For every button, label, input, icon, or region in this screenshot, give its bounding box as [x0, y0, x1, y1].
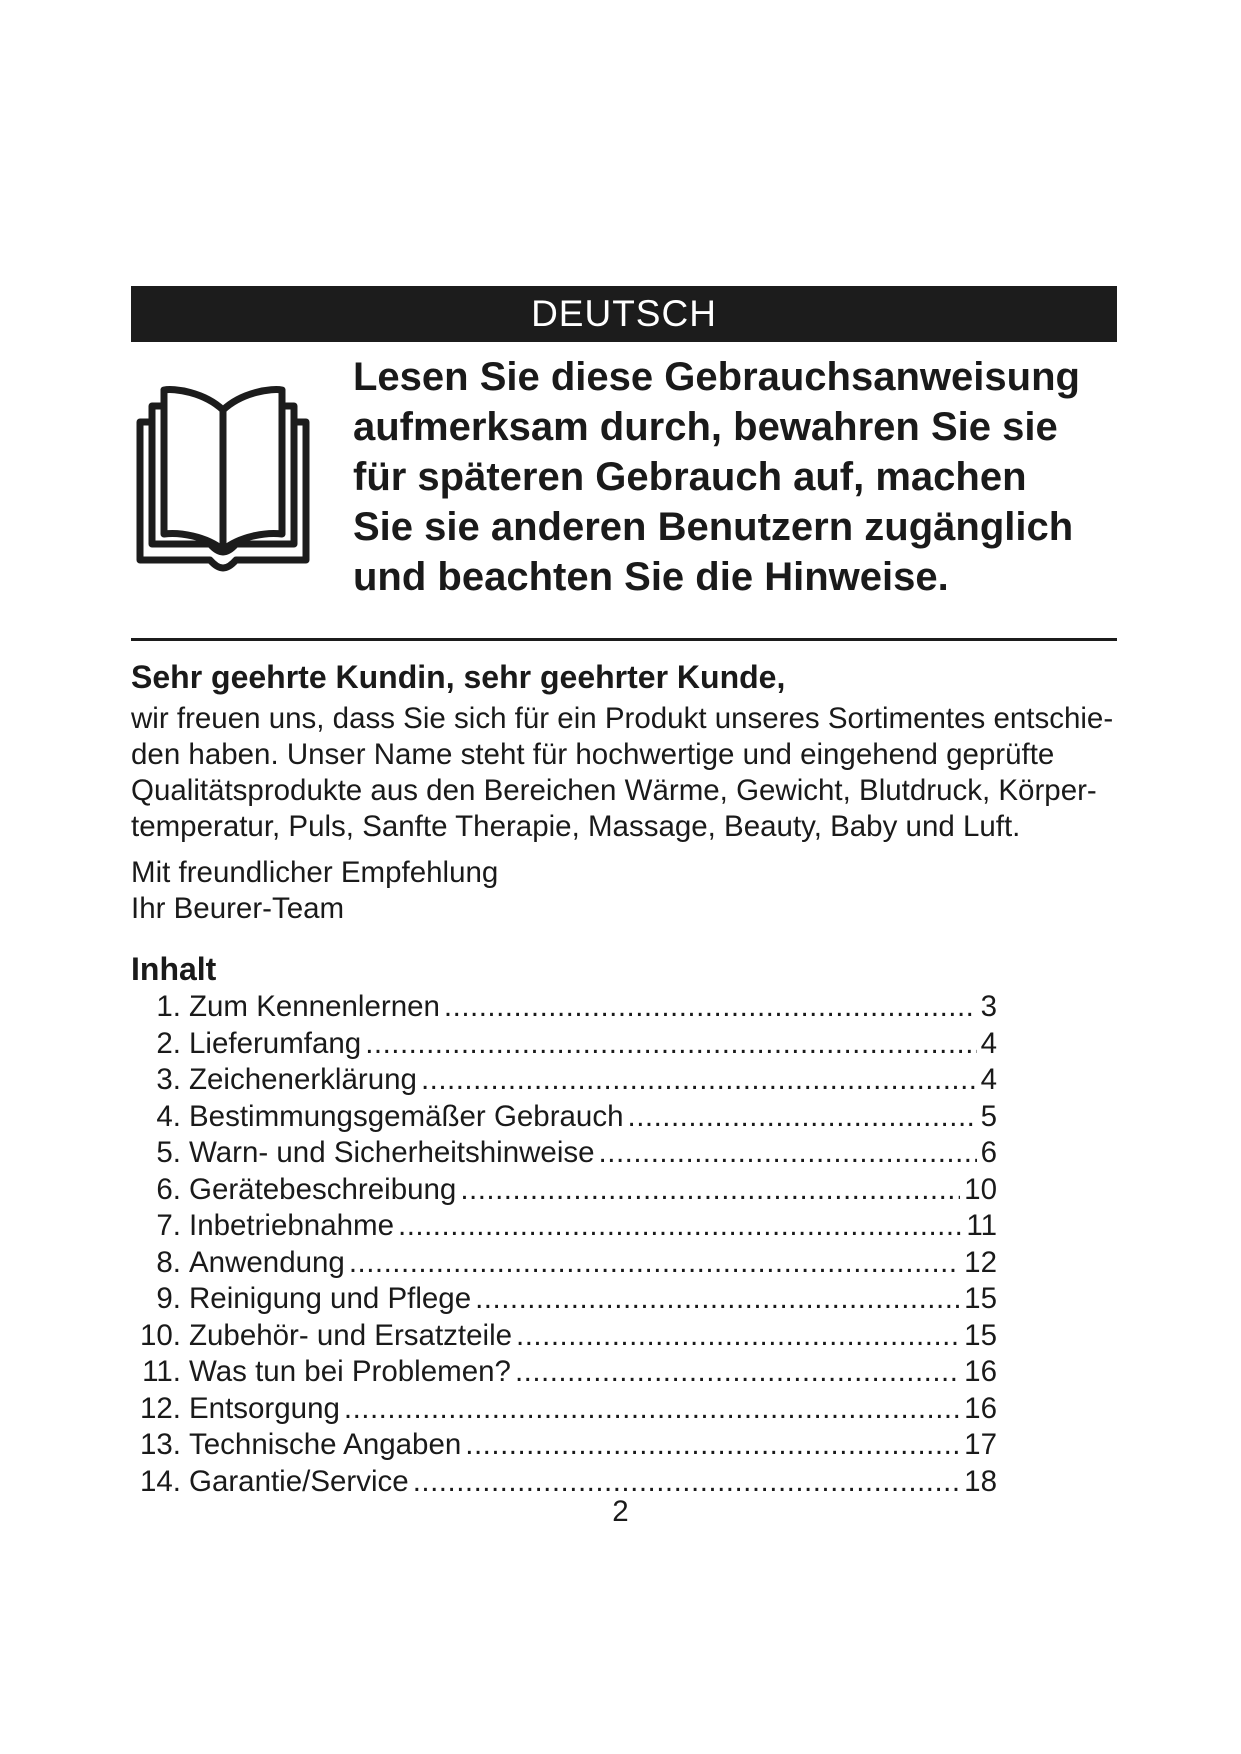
- toc-item-label: Entsorgung: [189, 1391, 340, 1425]
- toc-title: Inhalt: [131, 951, 217, 987]
- toc-item-number: 5.: [156, 1136, 181, 1169]
- toc-item-page: 16: [964, 1355, 997, 1388]
- toc-leader-dots: [475, 1281, 960, 1318]
- intro-text: Lesen Sie diese Gebrauchsanweisung aufmerksam durch, bewahren Sie sie für späteren Gebrauch auf, machen Sie sie anderen Benutzern zugänglich und beachten Sie die Hinweise.: [353, 355, 1080, 599]
- toc-item[interactable]: [131, 1062, 997, 1099]
- toc-item-label: Lieferumfang: [189, 1026, 362, 1060]
- toc-leader-dots: [349, 1245, 960, 1282]
- toc-item[interactable]: [131, 1135, 997, 1172]
- toc-item-label: Anwendung: [189, 1245, 345, 1279]
- toc-item[interactable]: [131, 1099, 997, 1136]
- toc-item-page: 12: [964, 1245, 997, 1279]
- toc-item-page: 11: [966, 1209, 997, 1242]
- toc-item-number: 3.: [156, 1063, 181, 1096]
- toc-item-page: 3: [980, 990, 997, 1023]
- toc-item[interactable]: [131, 1208, 997, 1245]
- toc-leader-dots: [599, 1135, 977, 1172]
- toc-item-number: 9.: [156, 1282, 181, 1315]
- toc-item-label: Was tun bei Problemen?: [189, 1355, 511, 1388]
- toc-item[interactable]: [131, 1318, 997, 1355]
- toc-item[interactable]: [131, 1391, 997, 1428]
- toc-item-number: 8.: [156, 1245, 181, 1279]
- toc-item-label: Technische Angaben: [189, 1428, 462, 1461]
- greeting: Sehr geehrte Kundin, sehr geehrter Kunde,: [131, 659, 786, 695]
- toc-leader-dots: [444, 989, 977, 1026]
- toc-item-number: 13.: [139, 1428, 181, 1461]
- toc-item[interactable]: [131, 1026, 997, 1063]
- manual-page: [131, 286, 1117, 1500]
- read-instructions-notice: [131, 356, 1117, 602]
- toc-leader-dots: [365, 1026, 976, 1063]
- toc-item-number: 14.: [139, 1464, 181, 1498]
- toc-leader-dots: [460, 1172, 960, 1209]
- toc-item-label: Bestimmungsgemäßer Gebrauch: [189, 1099, 624, 1133]
- toc-item-number: 12.: [139, 1391, 181, 1425]
- toc-item-page: 4: [980, 1063, 997, 1096]
- language-label: DEUTSCH: [531, 293, 717, 334]
- toc-item-page: 5: [980, 1099, 997, 1133]
- page-number: 2: [612, 1495, 629, 1528]
- toc-item-label: Zum Kennenlernen: [189, 990, 440, 1023]
- toc-item[interactable]: [131, 1172, 997, 1209]
- language-header: [131, 286, 1117, 342]
- toc-item-page: 15: [964, 1282, 997, 1315]
- divider: [131, 638, 1117, 641]
- toc-item-page: 16: [964, 1391, 997, 1425]
- toc-item-page: 6: [980, 1136, 997, 1169]
- toc-leader-dots: [398, 1208, 962, 1245]
- toc-leader-dots: [421, 1062, 977, 1099]
- toc-item-label: Inbetriebnahme: [189, 1209, 395, 1242]
- toc-item[interactable]: [131, 1427, 997, 1464]
- toc-item-label: Gerätebeschreibung: [189, 1172, 457, 1206]
- letter-closing: Mit freundlicher Empfehlung Ihr Beurer-Team: [131, 856, 499, 925]
- toc-item-label: Garantie/Service: [189, 1464, 409, 1498]
- toc-item-label: Zubehör- und Ersatzteile: [189, 1318, 513, 1352]
- toc-item-page: 15: [964, 1318, 997, 1352]
- toc-item-number: 11.: [142, 1355, 181, 1388]
- toc-item-page: 10: [964, 1172, 997, 1206]
- toc-item-number: 2.: [156, 1026, 181, 1060]
- toc-leader-dots: [465, 1427, 960, 1464]
- toc-item-label: Warn- und Sicherheitshinweise: [189, 1136, 595, 1169]
- toc-item-page: 17: [964, 1428, 997, 1461]
- toc-item-label: Reinigung und Pflege: [189, 1282, 472, 1315]
- toc-item-label: Zeichenerklärung: [189, 1063, 417, 1096]
- toc-leader-dots: [516, 1318, 960, 1355]
- toc-item-page: 18: [964, 1464, 997, 1498]
- toc-item[interactable]: [131, 989, 997, 1026]
- letter-body: wir freuen uns, dass Sie sich für ein Produkt unseres Sortimentes entschie- den haben. Unser Name steht für hochwertige und eingehend geprüfte Qualitätsprodukte aus den Bereichen Wärme, Gewicht, Blutdruck, Körper- temperatur, Puls, Sanfte Therapie, Massage, Beauty, Baby und Luft.: [131, 702, 1114, 843]
- table-of-contents: [131, 989, 997, 1500]
- toc-item[interactable]: [131, 1354, 997, 1391]
- toc-item-number: 4.: [156, 1099, 181, 1133]
- toc-item-number: 6.: [156, 1172, 181, 1206]
- toc-item[interactable]: [131, 1281, 997, 1318]
- toc-leader-dots: [515, 1354, 960, 1391]
- toc-item-page: 4: [980, 1026, 997, 1060]
- toc-item-number: 1.: [156, 990, 181, 1023]
- toc-leader-dots: [344, 1391, 960, 1428]
- toc-item-number: 10.: [139, 1318, 181, 1352]
- toc-item[interactable]: [131, 1245, 997, 1282]
- toc-item-number: 7.: [156, 1209, 181, 1242]
- open-book-icon: [134, 366, 312, 576]
- toc-leader-dots: [628, 1099, 977, 1136]
